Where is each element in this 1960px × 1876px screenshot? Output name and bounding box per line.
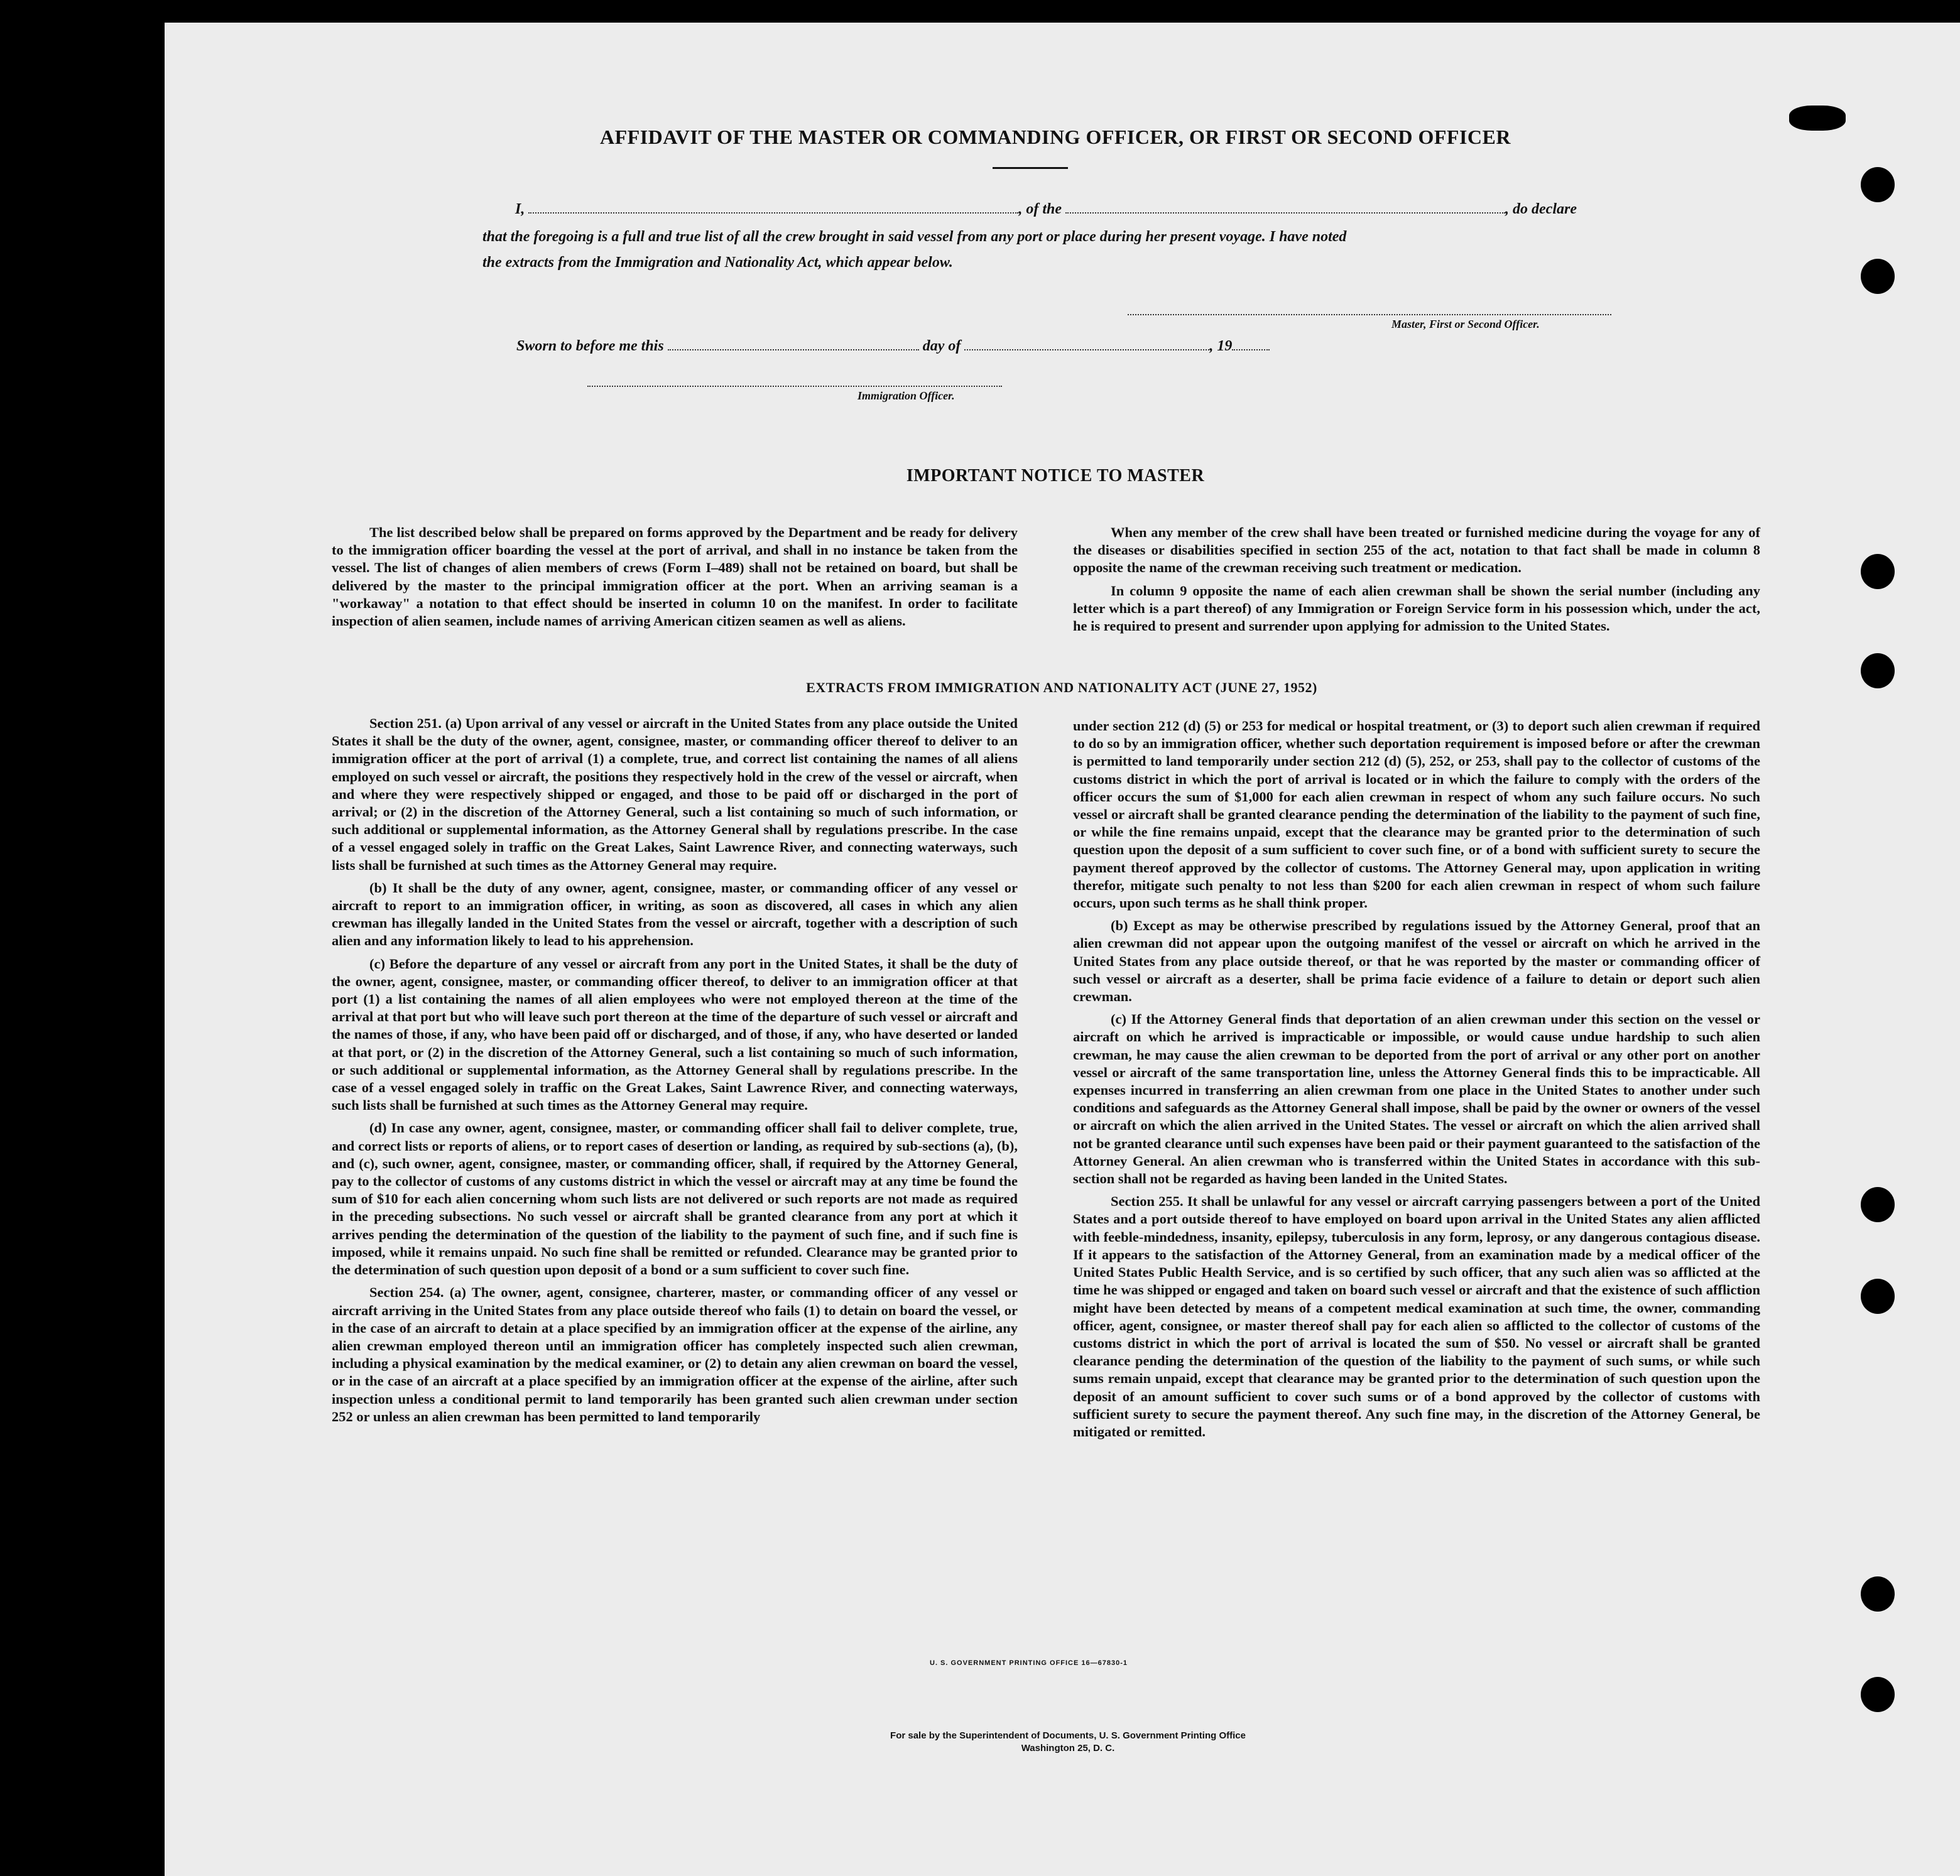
punch-hole xyxy=(1789,106,1846,131)
punch-hole xyxy=(1861,1677,1895,1712)
extracts-left-column xyxy=(332,715,1018,1431)
declaration-text-line-2: that the foregoing is a full and true list of all the crew brought in said vessel from any port or place during her present voyage. I have noted xyxy=(482,229,1347,245)
affidavit-title: AFFIDAVIT OF THE MASTER OR COMMANDING OFFICER, OR FIRST OR SECOND OFFICER xyxy=(600,126,1511,148)
notice-right-column xyxy=(1073,524,1760,640)
sworn-year-field[interactable] xyxy=(1232,349,1270,350)
punch-hole xyxy=(1861,1279,1895,1314)
sale-line-1: For sale by the Superintendent of Documents, U. S. Government Printing Office xyxy=(890,1730,1246,1741)
punch-hole xyxy=(1861,167,1895,202)
extract-paragraph: (c) If the Attorney General finds that deportation of an alien crewman under this section on the vessel or aircraft on which he arrived is impracticable or impossible, or would cause undue hardship to such alien crewman, he may cause the alien crewman to be deported from the port of arrival or any other port on another vessel or aircraft of the same transportation line, unless the Attorney General finds this to be impracticable. All expenses incurred in transferring an alien crewman from one place in the United States to another under such conditions and safeguards as the Attorney General shall impose, shall be paid by the owner or owners of the vessel or aircraft on which the alien arrived in the United States. The vessel or aircraft on which the alien arrived shall not be granted clearance until such expenses have been paid or their payment guaranteed to the satisfaction of the Attorney General. An alien crewman who is transferred within the United States in accordance with this sub-section shall not be regarded as having been landed in the United States. xyxy=(1073,1011,1760,1187)
extract-paragraph: Section 255. It shall be unlawful for any vessel or aircraft carrying passengers between a port of the United States and a port outside thereof to have employed on board upon arrival in the United States any alien afflicted with feeble-mindedness, insanity, epilepsy, tuberculosis in any form, leprosy, or any dangerous contagious disease. If it appears to the satisfaction of the Attorney General, from an examination made by a medical officer of the United States Public Health Service, and is so certified by such officer, that any such alien was so afflicted at the time he was shipped or engaged and taken on board such vessel or aircraft and that the existence of such affliction might have been detected by means of a competent medical examination at such time, the owner, commanding officer, agent, consignee, or master thereof shall pay for each alien so afflicted to the collector of customs of the customs district in which the port of arrival is located the sum of $50. No vessel or aircraft shall be granted clearance pending the determination of the question of the liability to the payment of such sums, or while such sums remain unpaid, except that clearance may be granted prior to the determination of such question upon the deposit of an amount sufficient to cover such sums or of a bond approved by the collector of customs with sufficient surety to secure the payment thereof. Any such fine may, in the discretion of the Attorney General, be mitigated or remitted. xyxy=(1073,1193,1760,1440)
punch-hole xyxy=(1861,1576,1895,1612)
sworn-year: , 19 xyxy=(1209,338,1233,354)
sworn-month-field[interactable] xyxy=(964,349,1209,350)
extract-paragraph: under section 212 (d) (5) or 253 for medical or hospital treatment, or (3) to deport such alien crewman if required to do so by an immigration officer, whether such deportation requirement is imposed before or after the crewman is permitted to land temporarily under section 212 (d) (5), 252, or 253, shall pay to the collector of customs of the customs district in which the port of arrival is located or in which the failure to comply with the orders of the officer occurs the sum of $1,000 for each alien crewman in respect of whom any such failure occurs. No such vessel or aircraft shall be granted clearance pending the determination of the liability to the payment of such fine, or while the fine remains unpaid, except that the clearance may be granted prior to the determination of such question upon the deposit of a sum sufficient to cover such fine, or of a bond with sufficient surety to secure the payment thereof approved by the collector of customs. The Attorney General may, upon application in writing therefor, mitigate such penalty to not less than $200 for each alien crewman in respect of whom such failure occurs, upon such terms as he shall think proper. xyxy=(1073,718,1760,911)
punch-hole xyxy=(1861,1187,1895,1222)
declaration-line xyxy=(515,201,1577,218)
notice-paragraph: The list described below shall be prepared on forms approved by the Department and be ready for delivery to the immigration officer boarding the vessel at the port of arrival, and shall in no instance be taken from the vessel. The list of changes of alien members of crews (Form I–489) shall not be retained on board, but shall be delivered by the master to the principal immigration officer at the port. When an arriving seaman is a "workaway" a notation to that effect should be inserted in column 10 on the manifest. In order to facilitate inspection of alien seamen, include names of arriving American citizen seamen as well as aliens. xyxy=(332,524,1018,629)
declaration-text-line-3: the extracts from the Immigration and Nationality Act, which appear below. xyxy=(482,254,953,271)
punch-hole xyxy=(1861,554,1895,589)
sale-line-2: Washington 25, D. C. xyxy=(1021,1743,1115,1754)
extract-paragraph: Section 251. (a) Upon arrival of any vessel or aircraft in the United States from any place outside the United States it shall be the duty of the owner, agent, consignee, master, or commanding officer thereof to deliver to an immigration officer at the port of arrival (1) a complete, true, and correct list containing the names of all aliens employed on such vessel or aircraft, the positions they respectively hold in the crew of the vessel or aircraft, when and where they were respectively shipped or engaged, and those to be paid off or discharged in the port of arrival; or (2) in the discretion of the Attorney General, such a list containing so much of such information, or such additional or supplemental information, as the Attorney General shall by regulations prescribe. In the case of a vessel engaged solely in traffic on the Great Lakes, Saint Lawrence River, and connecting waterways, such lists shall be furnished at such times as the Attorney General may require. xyxy=(332,715,1018,873)
title-rule xyxy=(993,167,1068,169)
extracts-title: EXTRACTS FROM IMMIGRATION AND NATIONALITY ACT (JUNE 27, 1952) xyxy=(806,680,1317,695)
extract-paragraph: (c) Before the departure of any vessel or aircraft from any port in the United States, it shall be the duty of the owner, agent, consignee, master, or commanding officer thereof, to deliver to an immigration officer at that port (1) a list containing the names of all alien employees who were not employed thereon at the time of the arrival at that port but who will leave such port thereon at the time of the departure of such vessel or aircraft and the names of those, if any, who have been paid off or discharged, and of those, if any, who have deserted or landed at that port, or (2) in the discretion of the Attorney General, such a list containing so much of such information, or such additional or supplemental information, as the Attorney General shall by regulations prescribe. In the case of a vessel engaged solely in traffic on the Great Lakes, Saint Lawrence River, and connecting waterways, such lists shall be furnished at such times as the Attorney General may require. xyxy=(332,955,1018,1114)
officer-caption: Immigration Officer. xyxy=(858,389,955,402)
extract-paragraph: (b) It shall be the duty of any owner, agent, consignee, master, or commanding officer of any vessel or aircraft to report to an immigration officer, in writing, as soon as discovered, all cases in which any alien crewman has illegally landed in the United States from the vessel or aircraft, together with a description of such alien and any information likely to lead to his apprehension. xyxy=(332,879,1018,949)
sworn-day-field[interactable] xyxy=(668,349,919,350)
sworn-day-of: day of xyxy=(922,338,961,354)
notice-left-column xyxy=(332,524,1018,635)
punch-hole xyxy=(1861,653,1895,688)
declaration-do-declare: , do declare xyxy=(1505,201,1577,217)
gpo-imprint: U. S. GOVERNMENT PRINTING OFFICE 16—67830-1 xyxy=(930,1659,1128,1667)
master-caption: Master, First or Second Officer. xyxy=(1391,318,1540,330)
immigration-officer-signature-line[interactable] xyxy=(587,386,1002,387)
extracts-right-column xyxy=(1073,717,1760,1446)
declaration-i: I, xyxy=(515,201,525,217)
punch-hole xyxy=(1861,259,1895,294)
extract-paragraph: Section 254. (a) The owner, agent, consignee, charterer, master, or commanding officer of any vessel or aircraft arriving in the United States from any place outside thereof who fails (1) to detain on board the vessel, or in the case of an aircraft to detain at a place specified by an immigration officer at the expense of the airline, any alien crewman employed thereon until an immigration officer has completely inspected such alien crewman, including a physical examination by the medical examiner, or (2) to detain any alien crewman on board the vessel, or in the case of an aircraft at a place specified by an immigration officer at the expense of the airline, after such inspection unless a conditional permit to land temporarily has been granted such alien crewman under section 252 or unless an alien crewman has been permitted to land temporarily xyxy=(332,1284,1018,1424)
master-signature-line[interactable] xyxy=(1128,314,1611,315)
sworn-prefix: Sworn to before me this xyxy=(516,338,664,354)
vessel-field[interactable] xyxy=(1065,212,1505,214)
extract-paragraph: (d) In case any owner, agent, consignee, master, or commanding officer shall fail to deliver complete, true, and correct lists or reports of aliens, or to report cases of desertion or landing, as required by sub-sections (a), (b), and (c), such owner, agent, consignee, master, or commanding officer, shall, if required by the Attorney General, pay to the collector of customs of any customs district in which the vessel or aircraft may at any time be found the sum of $10 for each alien concerning whom such lists are not delivered or such reports are not made as required in the preceding subsections. No such vessel or aircraft shall be granted clearance from any port at which it arrives pending the determination of the question of the liability to the payment of such fine, and if such fine is imposed, while it remains unpaid. No such fine shall be remitted or refunded. Clearance may be granted prior to the determination of such question upon deposit of a bond or a sum sufficient to cover such fine. xyxy=(332,1120,1018,1278)
name-field[interactable] xyxy=(528,212,1018,214)
notice-paragraph: When any member of the crew shall have been treated or furnished medicine during the voyage for any of the diseases or disabilities specified in section 255 of the act, notation to that fact shall be made in column 8 opposite the name of the crewman receiving such treatment or medication. xyxy=(1073,524,1760,576)
sale-notice xyxy=(785,1730,1351,1755)
notice-paragraph: In column 9 opposite the name of each alien crewman shall be shown the serial number (including any letter which is a part thereof) of any Immigration or Foreign Service form in his possession which, under the act, he is required to present and surrender upon applying for admission to the United States. xyxy=(1073,582,1760,634)
notice-title: IMPORTANT NOTICE TO MASTER xyxy=(906,466,1205,485)
extract-paragraph: (b) Except as may be otherwise prescribed by regulations issued by the Attorney General, proof that an alien crewman did not appear upon the outgoing manifest of the vessel or aircraft on which he arrived in the United States from any place outside thereof, or that he was reported by the master or commanding officer of such vessel or aircraft as a deserter, shall be prima facie evidence of a failure to detain or deport such alien crewman. xyxy=(1073,918,1760,1005)
sworn-line xyxy=(516,338,1270,355)
declaration-of-the: , of the xyxy=(1018,201,1062,217)
